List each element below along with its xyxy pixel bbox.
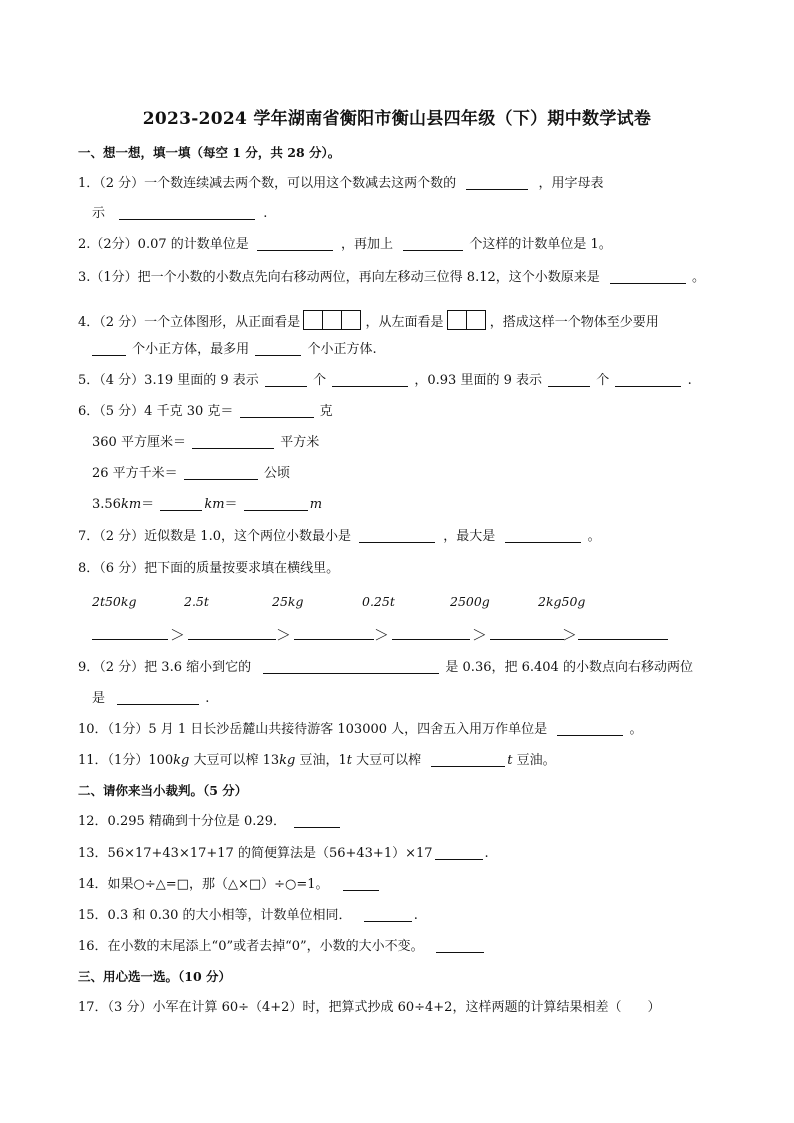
question-6-line-2 — [92, 434, 319, 452]
question-1-cont — [92, 205, 267, 223]
question-12 — [78, 813, 340, 831]
q11-text: 11．（1分）100 — [78, 753, 174, 768]
q6-unit-km-2: km — [204, 497, 225, 512]
q11-text-4: 大豆可以榨 — [352, 753, 422, 768]
q14-text: 14．如果○÷△=□，那（△×□）÷○=1。 — [78, 877, 329, 892]
exam-title: 2023-2024 学年湖南省衡阳市衡山县四年级（下）期中数学试卷 — [142, 109, 652, 129]
q13-text: 13．56×17+43×17+17 的简便算法是（56+43+1）×17 — [78, 846, 433, 861]
question-1 — [78, 175, 603, 193]
q14-answer-blank[interactable] — [343, 876, 379, 891]
q8-blank[interactable] — [392, 639, 470, 640]
q2-text: 2.（2分）0.07 的计数单位是 — [78, 237, 249, 252]
section-1-heading: 一、想一想，填一填（每空 1 分，共 28 分）。 — [78, 145, 341, 160]
side-view-figure — [448, 310, 486, 336]
front-view-figure — [304, 310, 361, 336]
q15-answer-blank[interactable] — [364, 907, 412, 922]
q6-text-3: 26 平方千米＝ — [92, 466, 178, 481]
q9-period: . — [205, 691, 210, 706]
q8-blank[interactable] — [490, 639, 564, 640]
q11-text-5: 豆油。 — [512, 753, 556, 768]
section-2-heading: 二、请你来当小裁判。（5 分） — [78, 783, 248, 798]
q8-blank[interactable] — [294, 639, 374, 640]
q15-period: . — [413, 908, 418, 923]
question-9-cont — [92, 690, 209, 708]
question-11 — [78, 752, 556, 770]
q5-blank-3[interactable] — [548, 372, 590, 387]
q7-blank-2[interactable] — [505, 528, 581, 543]
q7-text-2: ，最大是 — [443, 529, 496, 544]
q8-blank[interactable] — [92, 639, 168, 640]
greater-than-sign: ＞ — [170, 626, 186, 644]
q2-blank-1[interactable] — [257, 236, 333, 251]
greater-than-sign: ＞ — [276, 626, 292, 644]
q6-text: 6．（5 分）4 千克 30 克＝ — [78, 404, 234, 419]
q1-period: . — [263, 206, 268, 221]
q11-blank[interactable] — [431, 752, 505, 767]
q5-blank-1[interactable] — [265, 372, 307, 387]
q4-text-5: 个小正方体. — [307, 342, 377, 357]
q6-blank-3[interactable] — [184, 465, 258, 480]
q1-blank-2[interactable] — [119, 205, 255, 220]
q9-text-2: 是 0.36，把 6.404 的小数点向右移动两位 — [445, 660, 693, 675]
question-6 — [78, 403, 333, 421]
q1-blank-1[interactable] — [466, 175, 528, 190]
q11-unit-t-2: t — [507, 753, 513, 768]
q1-text-3: 示 — [92, 206, 106, 221]
q3-text: 3.（1分）把一个小数的小数点先向右移动两位，再向左移动三位得 8.12，这个小数原来是 — [78, 270, 600, 285]
question-6-line-4 — [92, 496, 322, 514]
q8-item: 2500g — [450, 594, 490, 609]
q15-text: 15．0.3 和 0.30 的大小相等，计数单位相同． — [78, 908, 352, 923]
q2-text-3: 个这样的计数单位是 1。 — [469, 237, 612, 252]
q8-item: 0.25t — [362, 594, 395, 609]
q6-unit-1: 克 — [319, 404, 333, 419]
q10-text: 10．（1分）5 月 1 日长沙岳麓山共接待游客 103000 人，四舍五入用万作单位是 — [78, 722, 548, 737]
q13-period: . — [484, 846, 489, 861]
q5-text-2: 个 — [313, 373, 327, 388]
q5-period: . — [687, 373, 692, 388]
section-3-heading: 三、用心选一选。（10 分） — [78, 969, 231, 984]
q5-blank-4[interactable] — [615, 372, 681, 387]
question-2 — [78, 236, 612, 254]
q11-text-2: 大豆可以榨 13 — [189, 753, 280, 768]
q6-text-4: 3.56 — [92, 497, 121, 512]
q9-blank-1[interactable] — [263, 659, 439, 674]
q7-text: 7．（2 分）近似数是 1.0，这个两位小数最小是 — [78, 529, 351, 544]
question-3 — [78, 269, 705, 287]
question-6-line-3 — [92, 465, 290, 483]
q11-unit-t-1: t — [346, 753, 352, 768]
greater-than-sign: ＞ — [374, 626, 390, 644]
q6-equals-1: ＝ — [141, 497, 155, 512]
question-10 — [78, 721, 642, 739]
q8-blank[interactable] — [578, 639, 668, 640]
q4-text: 4．（2 分）一个立体图形，从正面看是 — [78, 315, 301, 330]
question-4-cont — [92, 341, 377, 359]
question-7 — [78, 528, 601, 546]
q8-item: 2t50kg — [92, 594, 137, 609]
q4-blank-1[interactable] — [92, 341, 126, 356]
question-5 — [78, 372, 692, 390]
q4-blank-2[interactable] — [255, 341, 301, 356]
question-14 — [78, 876, 379, 894]
q13-answer-blank[interactable] — [435, 845, 483, 860]
greater-than-sign: ＞ — [562, 626, 578, 644]
q5-text-4: 个 — [596, 373, 610, 388]
q6-unit-m: m — [309, 497, 323, 512]
q5-text: 5．（4 分）3.19 里面的 9 表示 — [78, 373, 259, 388]
q8-item: 2kg50g — [538, 594, 586, 609]
q6-equals-2: ＝ — [224, 497, 238, 512]
q7-blank-1[interactable] — [359, 528, 435, 543]
q9-text: 9．（2 分）把 3.6 缩小到它的 — [78, 660, 252, 675]
question-16 — [78, 938, 484, 956]
q5-text-3: ，0.93 里面的 9 表示 — [414, 373, 542, 388]
q11-unit-kg-1: kg — [173, 753, 190, 768]
q12-text: 12．0.295 精确到十分位是 0.29． — [78, 814, 286, 829]
q11-text-3: 豆油，1 — [295, 753, 347, 768]
q9-text-3: 是 — [92, 691, 106, 706]
q16-answer-blank[interactable] — [436, 938, 484, 953]
q9-blank-2[interactable] — [117, 690, 199, 705]
q1-text: 1．（2 分）一个数连续减去两个数，可以用这个数减去这两个数的 — [78, 176, 457, 191]
q2-blank-2[interactable] — [403, 236, 463, 251]
q4-text-4: 个小正方体，最多用 — [132, 342, 250, 357]
q6-unit-2: 平方米 — [280, 435, 320, 450]
q4-text-3: ，搭成这样一个物体至少要用 — [489, 315, 659, 330]
q3-blank[interactable] — [610, 269, 686, 284]
q8-item: 25kg — [272, 594, 304, 609]
q2-text-2: ，再加上 — [341, 237, 394, 252]
q3-period: 。 — [692, 270, 706, 285]
q12-answer-blank[interactable] — [294, 813, 340, 828]
question-9 — [78, 659, 693, 677]
q11-unit-kg-2: kg — [279, 753, 296, 768]
question-15 — [78, 907, 418, 925]
question-13 — [78, 845, 489, 863]
q7-period: 。 — [587, 529, 601, 544]
q5-blank-2[interactable] — [332, 372, 408, 387]
question-4 — [78, 310, 659, 336]
q6-unit-km-1: km — [120, 497, 142, 512]
q6-text-2: 360 平方厘米＝ — [92, 435, 186, 450]
q16-text: 16．在小数的末尾添上“0”或者去掉“0”，小数的大小不变。 — [78, 939, 424, 954]
q6-unit-3: 公顷 — [263, 466, 290, 481]
q6-blank-2[interactable] — [192, 434, 274, 449]
q10-period: 。 — [629, 722, 643, 737]
question-8: 8．（6 分）把下面的质量按要求填在横线里。 — [78, 561, 340, 576]
q6-blank-1[interactable] — [240, 403, 314, 418]
q1-text-2: ，用字母表 — [538, 176, 604, 191]
q6-blank-5[interactable] — [244, 496, 308, 511]
question-17: 17．（3 分）小军在计算 60÷（4+2）时，把算式抄成 60÷4+2，这样两题的计算结果相差（ ） — [78, 1000, 661, 1015]
q10-blank[interactable] — [557, 721, 623, 736]
q6-blank-4[interactable] — [160, 496, 202, 511]
q4-text-2: ，从左面看是 — [365, 315, 444, 330]
q8-blank[interactable] — [188, 639, 276, 640]
q8-item: 2.5t — [184, 594, 209, 609]
greater-than-sign: ＞ — [472, 626, 488, 644]
